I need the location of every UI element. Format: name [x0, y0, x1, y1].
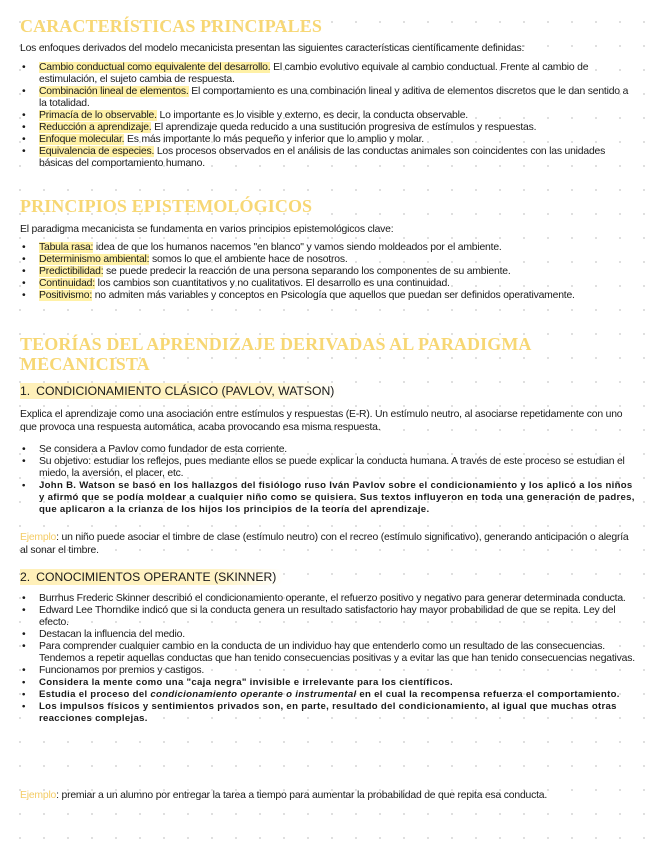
list-item	[20, 134, 638, 146]
subheading-number: 2.	[20, 570, 31, 584]
subheading-title: CONDICIONAMIENTO CLÁSICO (PAVLOV, WATSON)	[36, 384, 335, 398]
list-item: • Su objetivo: estudiar los reflejos, pues mediante ellos se puede explicar la conducta humana. A través de este proceso se estudian el miedo, la aversión, el placer, etc.	[20, 456, 638, 480]
item-text: los cambios son cuantitativos y no cualitativos. El desarrollo es una continuidad.	[94, 278, 450, 289]
subheading-number: 1.	[20, 384, 31, 398]
list-item	[20, 62, 638, 86]
intro-principios: El paradigma mecanicista se fundamenta en varios principios epistemológicos clave:	[20, 224, 394, 235]
item-text: Los procesos observados en el análisis de las conductas animales son coincidentes con las unidades básicas del comportamiento humano.	[39, 146, 606, 169]
list-item	[20, 86, 638, 110]
list-item: • Destacan la influencia del medio.	[20, 629, 638, 641]
item-text: en el cual la recompensa refuerza el comportamiento.	[356, 689, 620, 700]
item-text: idea de que los humanos nacemos "en blanco" y vamos siendo moldeados por el ambiente.	[93, 242, 502, 253]
example-condicionamiento-clasico	[20, 531, 638, 557]
item-text: Lo importante es lo visible y externo, es decir, la conducta observable.	[156, 110, 468, 121]
list-item	[20, 242, 638, 254]
list-item	[20, 278, 638, 290]
list-item: • Burrhus Frederic Skinner describió el condicionamiento operante, el refuerzo positivo y negativo para generar determinada conducta.	[20, 593, 638, 605]
heading-teorias-line1: TEORÍAS DEL APRENDIZAJE DERIVADAS AL PARADIGMA	[20, 334, 532, 354]
item-text: Es más importante lo más pequeño y inferior que lo amplio y molar.	[124, 134, 424, 145]
item-text: se puede predecir la reacción de una persona separando los componentes de su ambiente.	[103, 266, 511, 277]
example-label: Ejemplo	[20, 532, 57, 543]
item-text: El cambio evolutivo equivale al cambio conductual. Frente al cambio de estimulación, el sujeto cambia de respuesta.	[39, 62, 589, 85]
item-text: El aprendizaje queda reducido a una sustitución progresiva de estímulos y respuestas.	[151, 122, 537, 133]
example-operante	[20, 789, 638, 802]
list-item	[20, 110, 638, 122]
highlight-term: Enfoque molecular.	[39, 134, 125, 145]
intro-condicionamiento-clasico: Explica el aprendizaje como una asociación entre estímulos y respuestas (E-R). Un estímulo neutro, al asociarse repetidamente con uno que provoca una respuesta automática, acaba provocando esa misma respuesta.	[20, 409, 623, 433]
intro-caracteristicas: Los enfoques derivados del modelo mecanicista presentan las siguientes características científicamente definidas:	[20, 43, 525, 54]
list-item	[20, 146, 638, 170]
item-text: somos lo que el ambiente hace de nosotros.	[149, 254, 348, 265]
highlight-term: Determinismo ambiental:	[39, 254, 150, 265]
item-emphasis: condicionamiento operante o instrumental	[150, 689, 357, 700]
list-item	[20, 689, 638, 701]
example-text: : un niño puede asociar el timbre de clase (estímulo neutro) con el recreo (estímulo significativo), generando anticipación o alegría al sonar el timbre.	[20, 532, 629, 556]
list-item: • John B. Watson se basó en los hallazgos del fisiólogo ruso Iván Pavlov sobre el condicionamiento y los aplicó a los niños y afirmó que se podía moldear a cualquier niño como se quisiera. Sus textos influyeron en toda una generación de padres, que aplicaron a la crianza de los hijos los principios de la teoría del aprendizaje.	[20, 480, 638, 516]
heading-caracteristicas: CARACTERÍSTICAS PRINCIPALES	[20, 16, 322, 36]
list-item: • Para comprender cualquier cambio en la conducta de un individuo hay que entenderlo como un resultado de las consecuencias. Tendemos a repetir aquellas conductas que han tenido consecuencias positivas y a evitar las que han tenido consecuencias negativas.	[20, 641, 638, 665]
list-item: • Se considera a Pavlov como fundador de esta corriente.	[20, 444, 638, 456]
list-item: • Los impulsos físicos y sentimientos privados son, en parte, resultado del condicionamiento, al igual que muchas otras reacciones complejas.	[20, 701, 638, 725]
list-item	[20, 122, 638, 134]
example-label: Ejemplo	[20, 790, 57, 801]
item-text: no admiten más variables y conceptos en Psicología que aquellos que puedan ser definidos operativamente.	[92, 290, 575, 301]
heading-principios: PRINCIPIOS EPISTEMOLÓGICOS	[20, 196, 313, 216]
list-item: • Edward Lee Thorndike indicó que si la conducta genera un resultado satisfactorio hay mayor probabilidad de que se repita. Ley del efecto.	[20, 605, 638, 629]
highlight-term: Combinación lineal de elementos.	[39, 86, 189, 97]
highlight-term: Primacía de lo observable.	[39, 110, 157, 121]
list-item	[20, 266, 638, 278]
list-item	[20, 254, 638, 266]
highlight-term: Continuidad:	[39, 278, 95, 289]
item-text: Estudia el proceso del	[39, 689, 151, 700]
highlight-term: Reducción a aprendizaje.	[39, 122, 152, 133]
list-item: • Considera la mente como una "caja negra" invisible e irrelevante para los científicos.	[20, 677, 638, 689]
list-condicionamiento-clasico	[20, 444, 638, 516]
subheading-title: CONOCIMIENTOS OPERANTE (SKINNER)	[36, 570, 277, 584]
list-operante	[20, 593, 638, 725]
highlight-term: Positivismo:	[39, 290, 93, 301]
item-text: El comportamiento es una combinación lineal y aditiva de elementos discretos que le dan sentido a la totalidad.	[39, 86, 629, 109]
highlight-term: Cambio conductual como equivalente del desarrollo.	[39, 62, 271, 73]
subheading-condicionamiento-clasico	[20, 383, 342, 399]
list-principios	[20, 242, 638, 302]
list-item	[20, 290, 638, 302]
heading-teorias-line2: MECANICISTA	[20, 354, 150, 374]
list-caracteristicas	[20, 62, 638, 170]
list-item: • Funcionamos por premios y castigos.	[20, 665, 638, 677]
example-text: : premiar a un alumno por entregar la tarea a tiempo para aumentar la probabilidad de que repita esa conducta.	[56, 790, 548, 801]
subheading-operante	[20, 569, 284, 585]
highlight-term: Tabula rasa:	[39, 242, 94, 253]
highlight-term: Equivalencia de especies.	[39, 146, 155, 157]
highlight-term: Predictibilidad:	[39, 266, 104, 277]
